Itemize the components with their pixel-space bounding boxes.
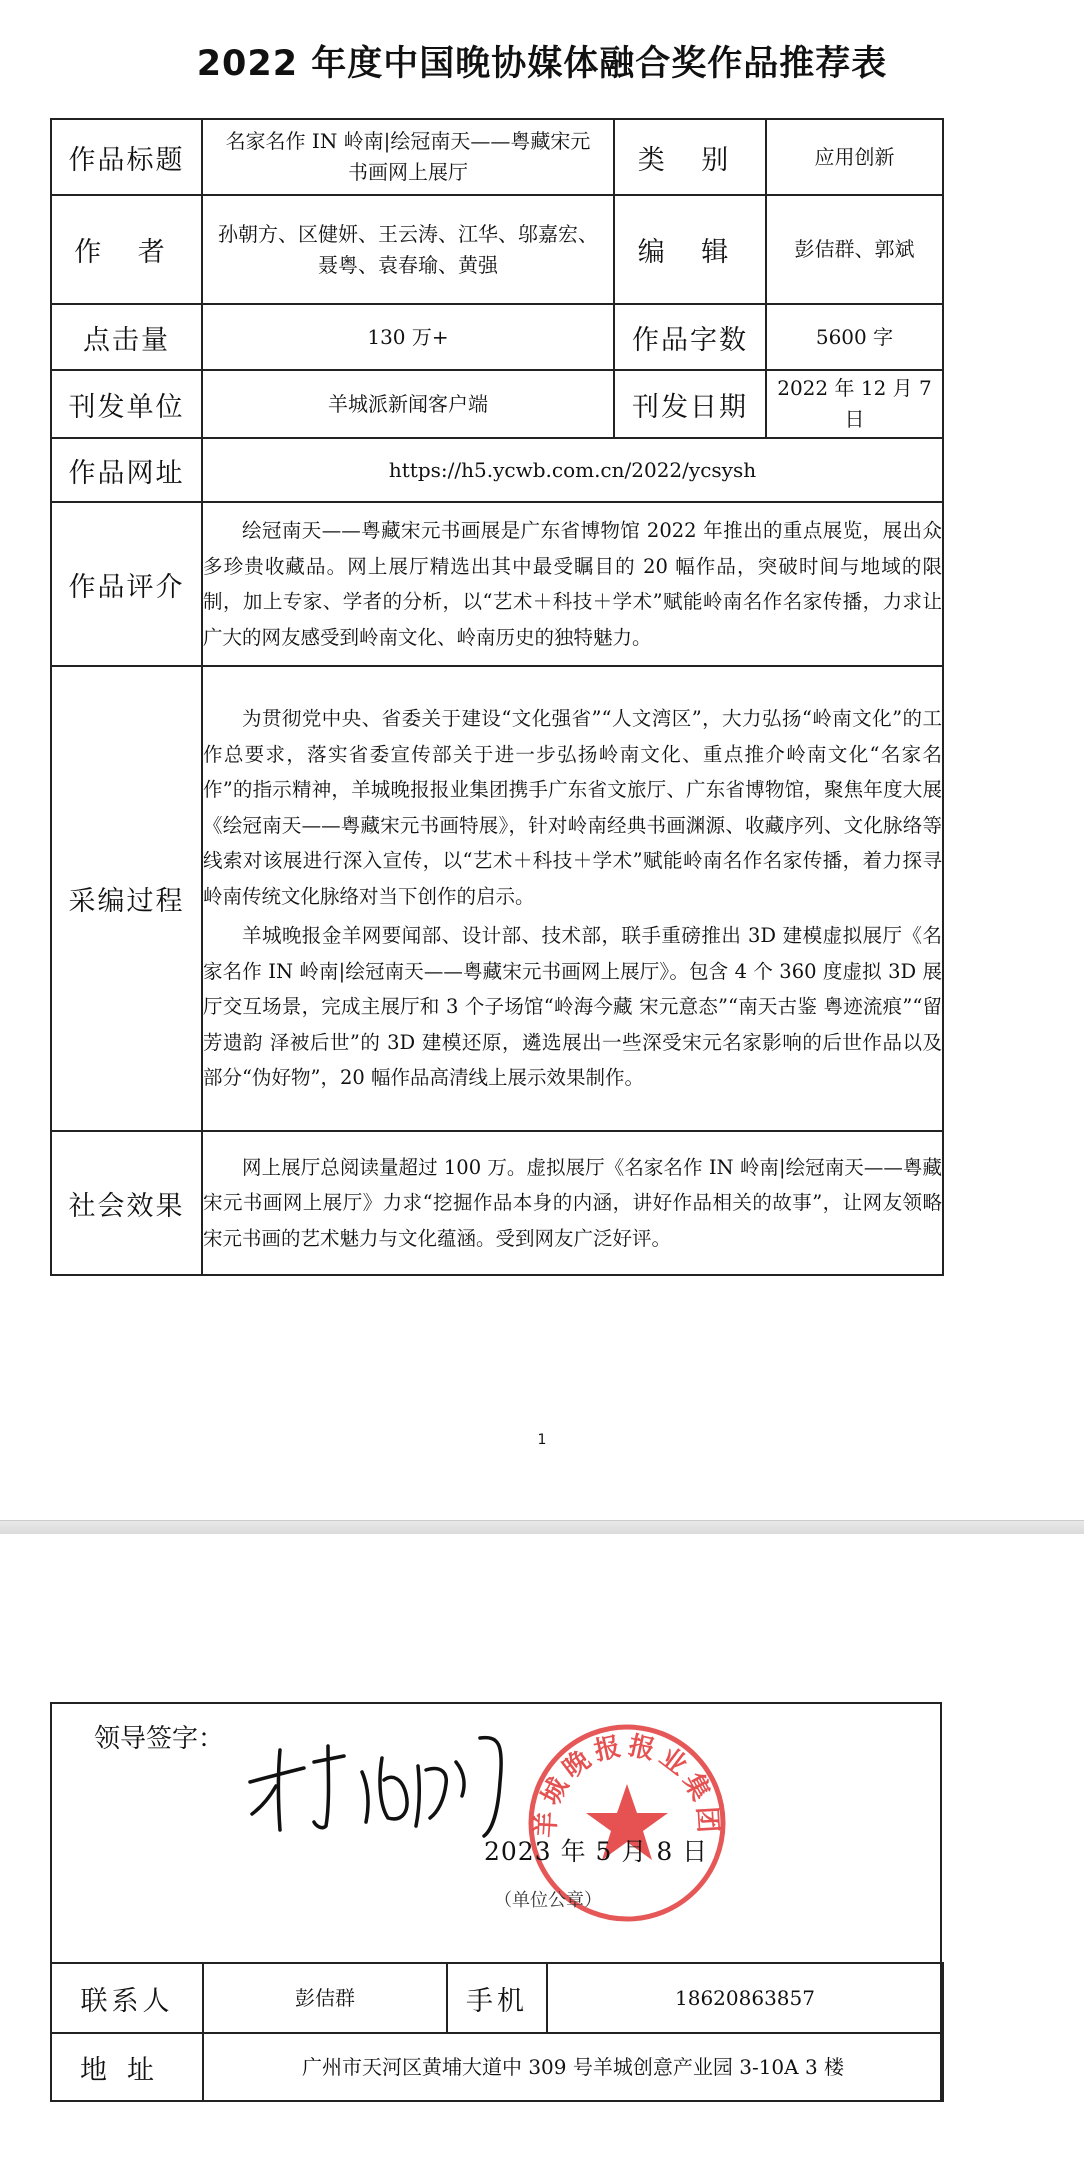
word-count-label: 作品字数 xyxy=(614,304,766,370)
review-label: 作品评介 xyxy=(51,502,202,666)
editor-value: 彭佶群、郭斌 xyxy=(766,195,943,304)
handwritten-signature xyxy=(242,1722,532,1842)
address-value: 广州市天河区黄埔大道中 309 号羊城创意产业园 3-10A 3 楼 xyxy=(203,2033,943,2101)
phone-value: 18620863857 xyxy=(547,1963,943,2033)
publisher-value: 羊城派新闻客户端 xyxy=(202,370,614,438)
word-count-value: 5600 字 xyxy=(766,304,943,370)
recommendation-form xyxy=(50,118,944,1276)
address-label: 地址 xyxy=(51,2033,203,2101)
effect-label: 社会效果 xyxy=(51,1131,202,1275)
pub-date-label: 刊发日期 xyxy=(614,370,766,438)
row-address xyxy=(51,2033,943,2101)
row-publisher xyxy=(51,370,943,438)
page-title: 2022 年度中国晚协媒体融合奖作品推荐表 xyxy=(196,44,888,84)
editor-label: 编 辑 xyxy=(614,195,766,304)
phone-label: 手机 xyxy=(447,1963,547,2033)
sign-date: 2023 年 5 月 8 日 xyxy=(484,1837,709,1866)
row-effect xyxy=(51,1131,943,1275)
process-label: 采编过程 xyxy=(51,666,202,1131)
row-title xyxy=(51,119,943,195)
author-value: 孙朝方、区健妍、王云涛、江华、邬嘉宏、聂粤、袁春瑜、黄强 xyxy=(202,195,614,304)
pub-date-value: 2022 年 12 月 7 日 xyxy=(766,370,943,438)
author-label: 作 者 xyxy=(51,195,202,304)
row-clicks xyxy=(51,304,943,370)
clicks-value: 130 万+ xyxy=(202,304,614,370)
work-title-label: 作品标题 xyxy=(51,119,202,195)
row-review xyxy=(51,502,943,666)
contact-value: 彭佶群 xyxy=(203,1963,447,2033)
process-text xyxy=(202,666,943,1131)
row-url xyxy=(51,438,943,502)
review-text: 绘冠南天——粤藏宋元书画展是广东省博物馆 2022 年推出的重点展览，展出众多珍贵收藏品。网上展厅精选出其中最受瞩目的 20 幅作品，突破时间与地域的限制，加上专家、学者的分析，以“艺术＋科技＋学术”赋能岭南名作名家传播，力求让广大的网友感受到岭南文化、岭南历史的独特魅力。 xyxy=(202,502,943,666)
category-label: 类 别 xyxy=(614,119,766,195)
row-process xyxy=(51,666,943,1131)
row-author xyxy=(51,195,943,304)
signature-area xyxy=(52,1704,940,1962)
page-number: 1 xyxy=(537,1432,547,1448)
signature-box xyxy=(50,1702,942,2102)
publisher-label: 刊发单位 xyxy=(51,370,202,438)
seal-text: 羊城晚报报业集团 xyxy=(531,1730,723,1839)
clicks-label: 点击量 xyxy=(51,304,202,370)
page-2 xyxy=(0,1534,1084,2174)
contact-table xyxy=(50,1962,944,2102)
process-paragraph-1: 为贯彻党中央、省委关于建设“文化强省”“人文湾区”，大力弘扬“岭南文化”的工作总要求，落实省委宣传部关于进一步弘扬岭南文化、重点推介岭南文化“名家名作”的指示精神，羊城晚报报业集团携手广东省文旅厅、广东省博物馆，聚焦年度大展《绘冠南天——粤藏宋元书画特展》，针对岭南经典书画渊源、收藏序列、文化脉络等线索对该展进行深入宣传，以“艺术＋科技＋学术”赋能岭南名作名家传播，着力探寻岭南传统文化脉络对当下创作的启示。 xyxy=(203,707,942,908)
effect-text: 网上展厅总阅读量超过 100 万。虚拟展厅《名家名作 IN 岭南|绘冠南天——粤藏宋元书画网上展厅》力求“挖掘作品本身的内涵，讲好作品相关的故事”，让网友领略宋元书画的艺术魅力与文化蕴涵。受到网友广泛好评。 xyxy=(202,1131,943,1275)
contact-label: 联系人 xyxy=(51,1963,203,2033)
url-label: 作品网址 xyxy=(51,438,202,502)
work-title-value: 名家名作 IN 岭南|绘冠南天——粤藏宋元书画网上展厅 xyxy=(202,119,614,195)
category-value: 应用创新 xyxy=(766,119,943,195)
leader-sign-label: 领导签字： xyxy=(94,1724,225,1754)
unit-seal-note: （单位公章） xyxy=(494,1890,602,1911)
url-value: https://h5.ycwb.com.cn/2022/ycsysh xyxy=(202,438,943,502)
row-contact xyxy=(51,1963,943,2033)
process-paragraph-2: 羊城晚报金羊网要闻部、设计部、技术部，联手重磅推出 3D 建模虚拟展厅《名家名作 IN 岭南|绘冠南天——粤藏宋元书画网上展厅》。包含 4 个 360 度虚拟 3D 展厅交互场景，完成主展厅和 3 个子场馆“岭海今藏 宋元意态”“南天古鉴 粤迹流痕”“留芳遗韵 泽被后世”的 3D 建模还原，遴选展出一些深受宋元名家影响的后世作品以及部分“伪好物”，20 幅作品高清线上展示效果制作。 xyxy=(203,924,942,1090)
